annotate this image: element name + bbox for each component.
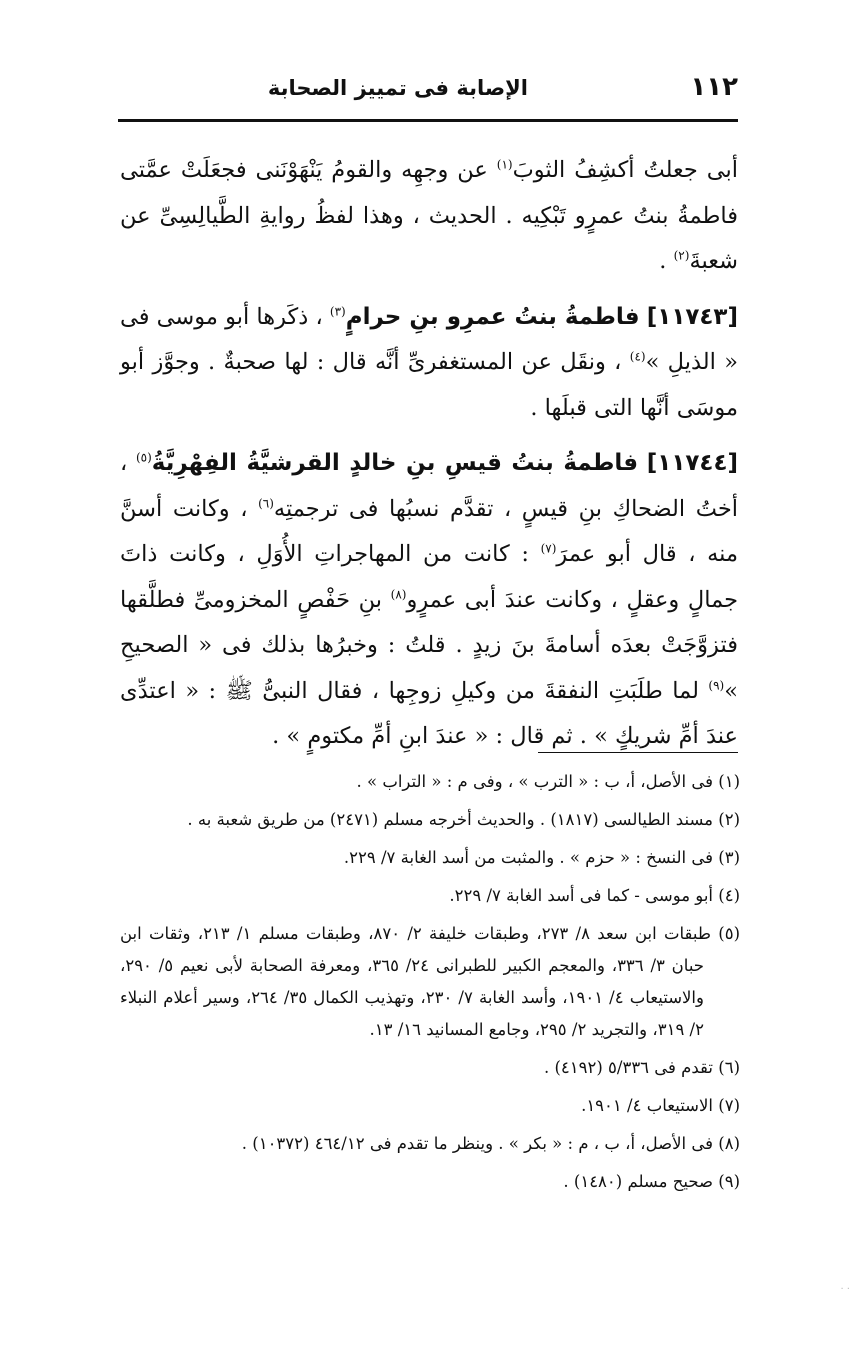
footnote-3: (٣) فى النسخ : « حزم » . والمثبت من أسد الغابة ٧/ ٢٢٩. (343, 848, 740, 867)
footnote-ref-8: (٨) (390, 587, 407, 601)
footnote-ref-2: (٢) (673, 248, 690, 263)
footnote-ref-9: (٩) (708, 678, 725, 692)
footnote-5: (٥) طبقات ابن سعد ٨/ ٢٧٣، وطبقات خليفة ٢/ ٨٧٠، وطبقات مسلم ١/ ٢١٣، وثقات ابن حبان ٣/ ٣٣٦، والمعجم الكبير للطبرانى ٢٤/ ٣٦٥، ومعرفة الصحابة لأبى نعيم ٥/ ٢٩٠، والاستيعاب ٤/ ١٩٠١، وأسد الغابة ٧/ ٢٣٠، وتهذيب الكمال ٣٥/ ٢٦٤، وسير أعلام النبلاء ٢/ ٣١٩، والتجريد ٢/ ٢٩٥، وجامع المسانيد ١٦/ ١٣. (120, 924, 740, 1039)
page-header (120, 72, 738, 106)
footnote-9: (٩) صحيح مسلم (١٤٨٠) . (563, 1172, 740, 1191)
entry-name: فاطمةُ بنتُ عمرِو بنِ حرامٍ (345, 303, 640, 330)
text-run: ، أختُ الضحاكِ بنِ قيسٍ ، تقدَّم نسبُها فى ترجمتِه (120, 450, 738, 522)
text-run: : كانت من المهاجراتِ الأُوَلِ ، وكانت ذاتَ جمالٍ وعقلٍ ، وكانت عندَ أبى عمرٍو (120, 541, 738, 613)
entry-11743 (120, 295, 738, 432)
footnote-ref-7: (٧) (540, 541, 557, 556)
text-run: ، ذكَرها أبو موسى فى « الذيلِ » (120, 303, 738, 375)
header-rule (118, 119, 738, 122)
footnote-6: (٦) تقدم فى ٥/٣٣٦ (٤١٩٢) . (543, 1058, 740, 1077)
entry-11744 (120, 441, 738, 760)
scan-speck: · · (840, 1284, 850, 1295)
footnote-7: (٧) الاستيعاب ٤/ ١٩٠١. (581, 1096, 740, 1115)
running-title: الإصابة فى تمييز الصحابة (267, 76, 528, 100)
footnotes (120, 766, 740, 1204)
footnote-ref-3: (٣) (329, 304, 346, 318)
footnote-2: (٢) مسند الطيالسى (١٨١٧) . والحديث أخرجه مسلم (٢٤٧١) من طريق شعبة به . (187, 810, 740, 829)
footnote-1: (١) فى الأصل، أ، ب : « الترب » ، وفى م : « التراب » . (356, 772, 740, 791)
footnote-ref-4: (٤) (629, 349, 646, 364)
text-run: . (659, 248, 674, 274)
page-number: ١١٢ (690, 72, 738, 102)
text-run: ، وكانت أسنَّ منه ، قال أبو عمرَ (120, 495, 739, 567)
entry-number: [١١٧٤٣] (646, 303, 738, 330)
footnote-ref-6: (٦) (258, 496, 274, 510)
footnote-4: (٤) أبو موسى - كما فى أسد الغابة ٧/ ٢٢٩. (449, 886, 740, 905)
text-run: عن وجهِه والقومُ يَنْهَوْنَنى فجعَلَتْ عمَّتى فاطمةُ بنتُ عمرٍو تَبْكِيه . الحديث ، وهذا لفظُ روايةِ الطَّيالِسِىِّ عن شعبةَ (120, 157, 738, 274)
footnote-rule (538, 752, 738, 753)
text-run: بنِ حَفْصٍ المخزومىِّ فطلَّقها فتزوَّجَتْ بعدَه أسامةَ بنَ زيدٍ . قلتُ : وخبرُها بذلك فى « الصحيحِ » (120, 586, 738, 704)
footnote-ref-5: (٥) (135, 450, 152, 465)
main-text (120, 148, 738, 766)
text-run: ، ونقَل عن المستغفرىِّ أنَّه قال : لها صحبةٌ . وجوَّز أبو موسَى أنَّها التى قبلَها . (120, 349, 738, 421)
text-run: لما طلَبَتِ النفقةَ من وكيلِ زوجِها ، فقال النبىُّ ﷺ : « اعتدِّى عندَ أمِّ شريكٍ » . ثم قال : « عندَ ابنِ أمِّ مكتومٍ » . (120, 677, 738, 749)
footnote-ref-1: (١) (496, 157, 513, 172)
entry-name: فاطمةُ بنتُ قيسِ بنِ خالدٍ القرشيَّةُ الفِهْرِيَّةُ (151, 450, 639, 476)
entry-number: [١١٧٤٤] (646, 450, 739, 476)
continuation-paragraph (120, 148, 738, 285)
text-run: أبى جعلتُ أكشِفُ الثوبَ (512, 157, 738, 183)
footnote-8: (٨) فى الأصل، أ، ب ، م : « بكر » . وينظر ما تقدم فى ٤٦٤/١٢ (١٠٣٧٢) . (241, 1134, 740, 1153)
